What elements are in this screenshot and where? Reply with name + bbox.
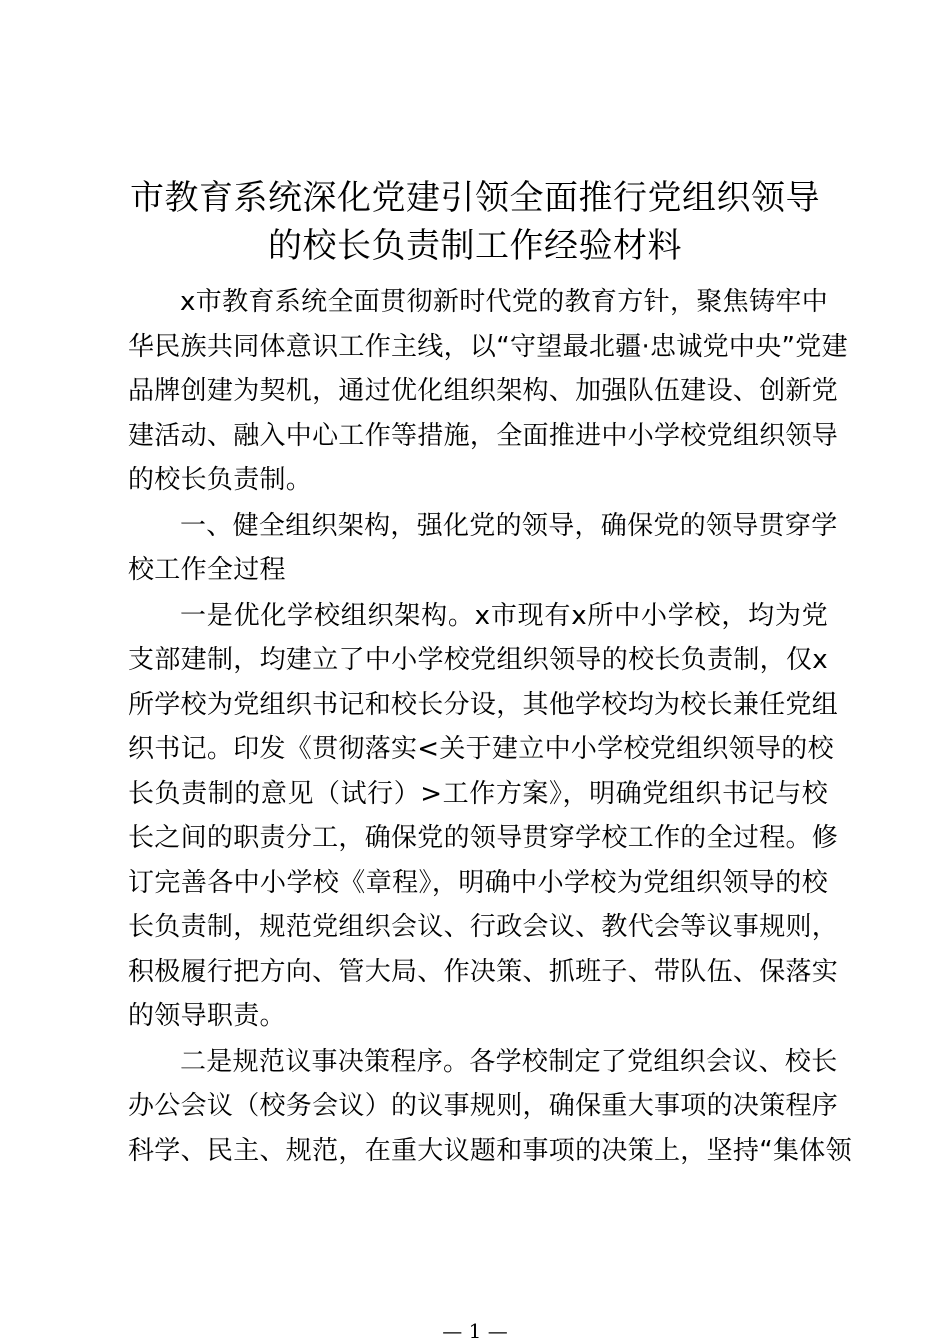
text-line: 所学校为党组织书记和校长分设，其他学校均为校长兼任党组 bbox=[128, 689, 839, 720]
text-line: 建活动、融入中心工作等措施，全面推进中小学校党组织领导 bbox=[128, 420, 839, 451]
text-line: 科学、民主、规范，在重大议题和事项的决策上，坚持“集体领 bbox=[128, 1135, 852, 1166]
page-number: — 1 — bbox=[442, 1319, 508, 1343]
text-line: 二是规范议事决策程序。各学校制定了党组织会议、校长 bbox=[180, 1046, 838, 1077]
text-line: 长之间的职责分工，确保党的领导贯穿学校工作的全过程。修 bbox=[128, 823, 839, 853]
text-line: 一、健全组织架构，强化党的领导，确保党的领导贯穿学 bbox=[180, 510, 838, 541]
text-line: 办公会议（校务会议）的议事规则，确保重大事项的决策程序 bbox=[128, 1091, 839, 1121]
text-line: 织书记。印发《贯彻落实<关于建立中小学校党组织领导的校 bbox=[128, 734, 834, 764]
paragraph-intro bbox=[128, 280, 848, 503]
paragraph-organization bbox=[128, 594, 839, 1039]
document-title-line-2: 的校长负责制工作经验材料 bbox=[268, 226, 682, 266]
paragraph-decision bbox=[128, 1040, 852, 1174]
text-line: 长负责制，规范党组织会议、行政会议、教代会等议事规则， bbox=[128, 912, 839, 942]
text-line: 支部建制，均建立了中小学校党组织领导的校长负责制，仅x bbox=[128, 645, 828, 675]
document-body bbox=[128, 280, 852, 1174]
text-line: 华民族共同体意识工作主线，以“守望最北疆·忠诚党中央”党建 bbox=[128, 331, 848, 362]
text-line: 品牌创建为契机，通过优化组织架构、加强队伍建设、创新党 bbox=[128, 376, 839, 406]
text-line: x市教育系统全面贯彻新时代党的教育方针，聚焦铸牢中 bbox=[180, 287, 828, 317]
text-line: 长负责制的意见（试行）>工作方案》，明确党组织书记与校 bbox=[128, 778, 828, 809]
text-line: 的校长负责制。 bbox=[128, 465, 313, 495]
text-line: 校工作全过程 bbox=[128, 555, 286, 585]
document-title-line-1: 市教育系统深化党建引领全面推行党组织领导 bbox=[130, 178, 820, 218]
text-line: 订完善各中小学校《章程》，明确中小学校为党组织领导的校 bbox=[128, 867, 828, 898]
section-heading-1 bbox=[128, 504, 838, 593]
text-line: 的领导职责。 bbox=[128, 1001, 286, 1031]
text-line: 积极履行把方向、管大局、作决策、抓班子、带队伍、保落实 bbox=[128, 956, 839, 987]
text-line: 一是优化学校组织架构。x市现有x所中小学校，均为党 bbox=[180, 600, 828, 631]
